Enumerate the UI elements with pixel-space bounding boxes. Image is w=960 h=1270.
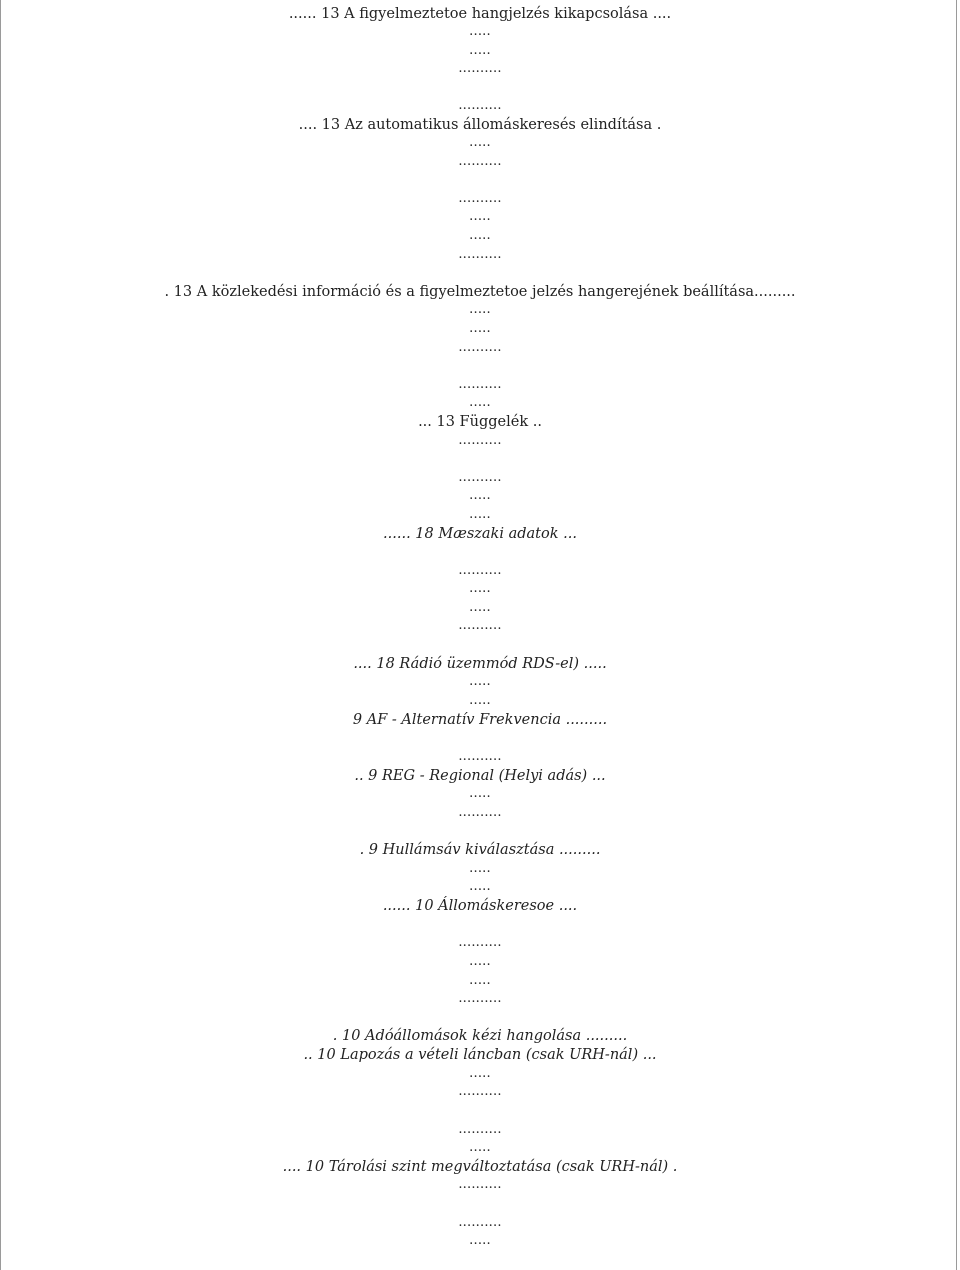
- toc-dot-leader: .....: [469, 24, 491, 39]
- toc-entry-warning-sound-off[interactable]: ...... 13 A figyelmeztetoe hangjelzés kikapcsolása ....: [288, 6, 672, 22]
- toc-dot-leader: ..........: [458, 98, 502, 113]
- toc-dot-leader: .....: [469, 228, 491, 243]
- toc-dot-leader: .....: [469, 581, 491, 596]
- toc-dot-leader: ..........: [458, 618, 502, 633]
- toc-entry-af-alternative-frequency[interactable]: 9 AF - Alternatív Frekvencia .........: [352, 712, 608, 728]
- toc-dot-leader: .....: [469, 861, 491, 876]
- toc-dot-leader: ..........: [458, 377, 502, 392]
- toc-entry-station-search[interactable]: ...... 10 Állomáskeresoe ....: [382, 898, 578, 914]
- toc-dot-leader: .....: [469, 43, 491, 58]
- toc-entry-storage-level-change[interactable]: .... 10 Tárolási szint megváltoztatása (csak URH-nál) .: [282, 1159, 678, 1175]
- toc-entry-technical-data[interactable]: ...... 18 Mæszaki adatok ...: [383, 526, 577, 542]
- toc-dot-leader: .....: [469, 1233, 491, 1248]
- toc-dot-leader: .....: [469, 973, 491, 988]
- toc-dot-leader: .....: [469, 954, 491, 969]
- toc-dot-leader: ..........: [458, 61, 502, 76]
- toc-dot-leader: .....: [469, 786, 491, 801]
- toc-dot-leader: .....: [469, 674, 491, 689]
- toc-dot-leader: .....: [469, 879, 491, 894]
- toc-dot-leader: .....: [469, 321, 491, 336]
- toc-dot-leader: ..........: [458, 1122, 502, 1137]
- toc-dot-leader: .....: [469, 209, 491, 224]
- toc-entry-reg-regional[interactable]: .. 9 REG - Regional (Helyi adás) ...: [354, 768, 606, 784]
- toc-entry-receive-chain-paging[interactable]: .. 10 Lapozás a vételi láncban (csak URH-nál) ...: [303, 1047, 657, 1063]
- toc-entry-appendix[interactable]: ... 13 Függelék ..: [418, 414, 542, 430]
- toc-dot-leader: ..........: [458, 433, 502, 448]
- toc-dot-leader: .....: [469, 395, 491, 410]
- toc-dot-leader: ..........: [458, 991, 502, 1006]
- toc-dot-leader: .....: [469, 302, 491, 317]
- toc-dot-leader: .....: [469, 135, 491, 150]
- toc-dot-leader: .....: [469, 507, 491, 522]
- toc-dot-leader: ..........: [458, 247, 502, 262]
- toc-dot-leader: ..........: [458, 805, 502, 820]
- toc-dot-leader: .....: [469, 693, 491, 708]
- toc-dot-leader: .....: [469, 1140, 491, 1155]
- toc-dot-leader: ..........: [458, 935, 502, 950]
- toc-dot-leader: ..........: [458, 1215, 502, 1230]
- toc-dot-leader: ..........: [458, 154, 502, 169]
- toc-entry-manual-tuning[interactable]: . 10 Adóállomások kézi hangolása .........: [332, 1028, 628, 1044]
- toc-entry-radio-rds-mode[interactable]: .... 18 Rádió üzemmód RDS-el) .....: [353, 656, 607, 672]
- toc-dot-leader: ..........: [458, 749, 502, 764]
- toc-dot-leader: ..........: [458, 1084, 502, 1099]
- toc-dot-leader: ..........: [458, 1177, 502, 1192]
- toc-entry-auto-station-search[interactable]: .... 13 Az automatikus állomáskeresés elindítása .: [298, 117, 662, 133]
- toc-dot-leader: ..........: [458, 470, 502, 485]
- toc-dot-leader: ..........: [458, 191, 502, 206]
- toc-dot-leader: ..........: [458, 340, 502, 355]
- toc-entry-traffic-info-volume[interactable]: . 13 A közlekedési információ és a figyelmeztetoe jelzés hangerejének beállítása.........: [164, 284, 796, 300]
- toc-dot-leader: .....: [469, 1066, 491, 1081]
- toc-dot-leader: .....: [469, 600, 491, 615]
- toc-entry-band-selection[interactable]: . 9 Hullámsáv kiválasztása .........: [359, 842, 601, 858]
- toc-dot-leader: ..........: [458, 563, 502, 578]
- toc-dot-leader: .....: [469, 488, 491, 503]
